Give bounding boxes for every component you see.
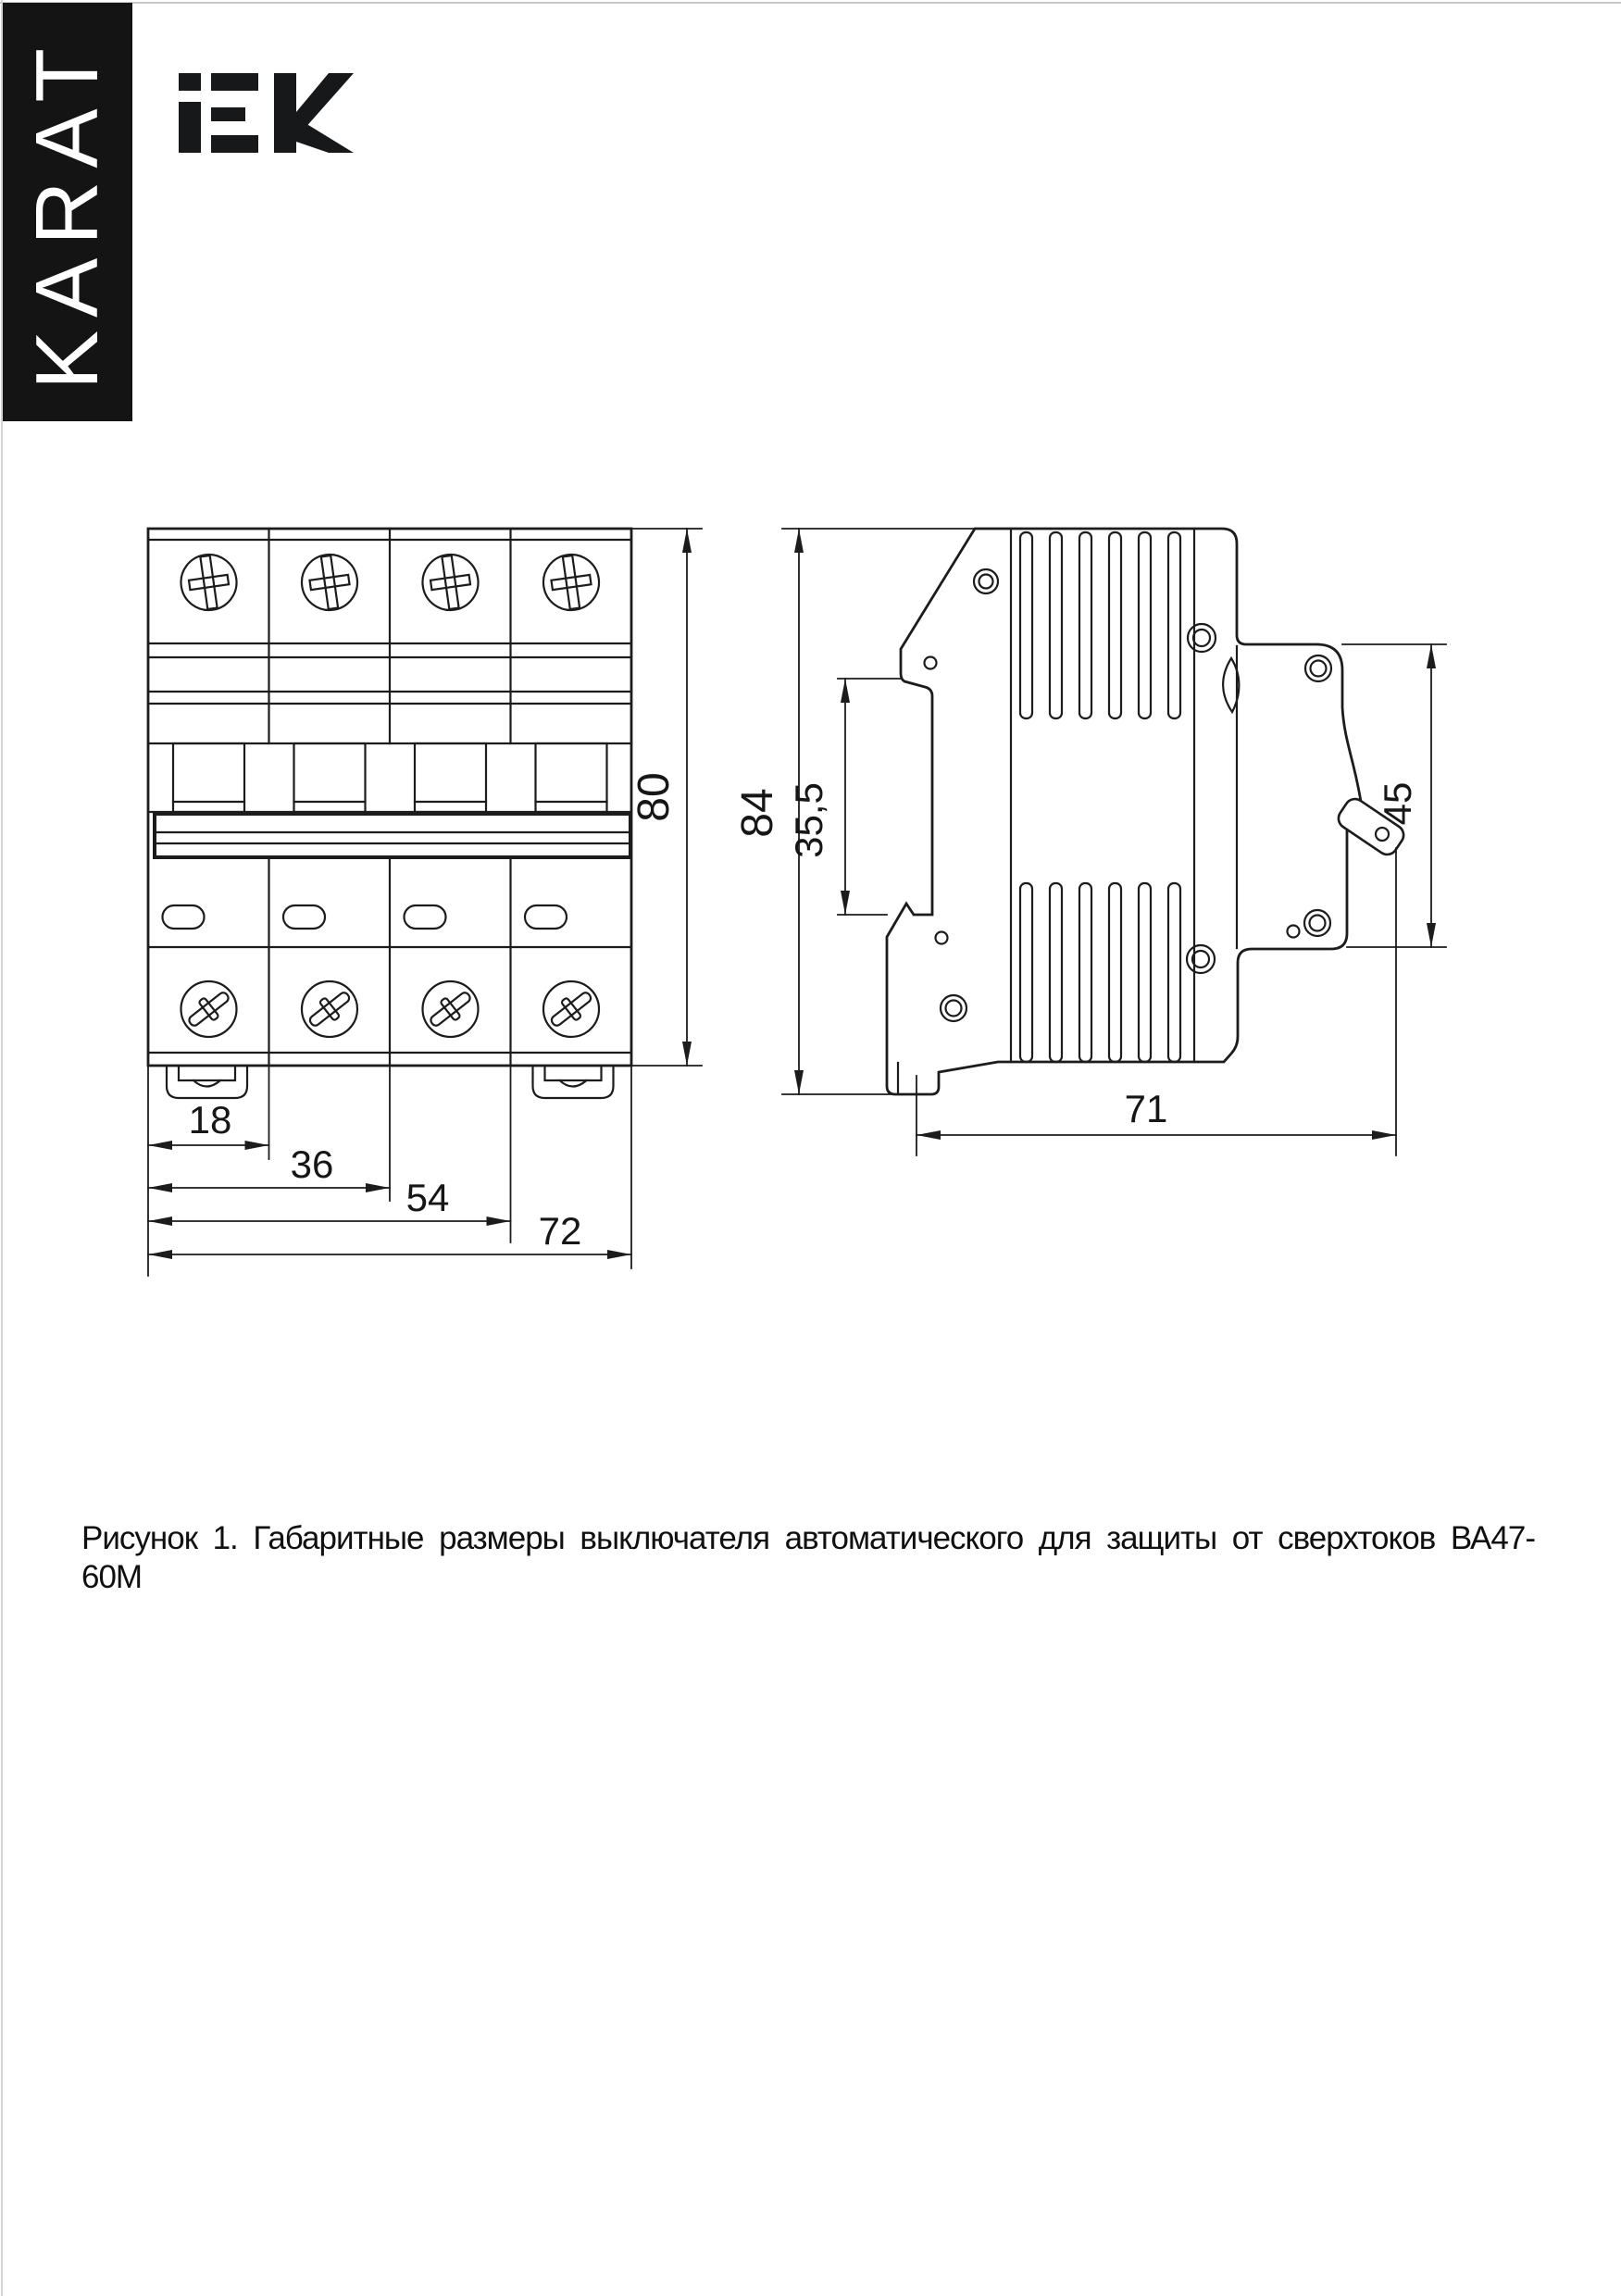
iek-logo-glyphs [179, 73, 354, 153]
dim-36: 36 [290, 1142, 334, 1186]
figure-caption: Рисунок 1. Габаритные размеры выключателя автоматического для защиты от сверхтоков ВА47-60М [81, 1520, 1535, 1595]
module-dividers [269, 529, 511, 1066]
handle-tie-bar [155, 814, 630, 857]
front-view [148, 529, 631, 1098]
dimension-drawing [0, 514, 1621, 1310]
dim-45: 45 [1376, 781, 1419, 826]
dim-80: 80 [630, 772, 679, 822]
page-border-top [0, 2, 1621, 4]
karat-brand-banner [3, 3, 132, 421]
dim-72: 72 [538, 1209, 582, 1253]
label-windows [163, 905, 567, 929]
dim-84: 84 [733, 788, 782, 838]
toggle-handles [173, 743, 607, 812]
side-outline [887, 529, 1361, 1094]
iek-logo [179, 69, 355, 153]
karat-brand-text: KARAT [18, 34, 117, 390]
dim-54: 54 [405, 1176, 450, 1219]
dim-71: 71 [1124, 1087, 1168, 1130]
dim-35-5: 35,5 [787, 782, 830, 858]
side-view [887, 529, 1407, 1094]
dim-18: 18 [188, 1098, 232, 1142]
